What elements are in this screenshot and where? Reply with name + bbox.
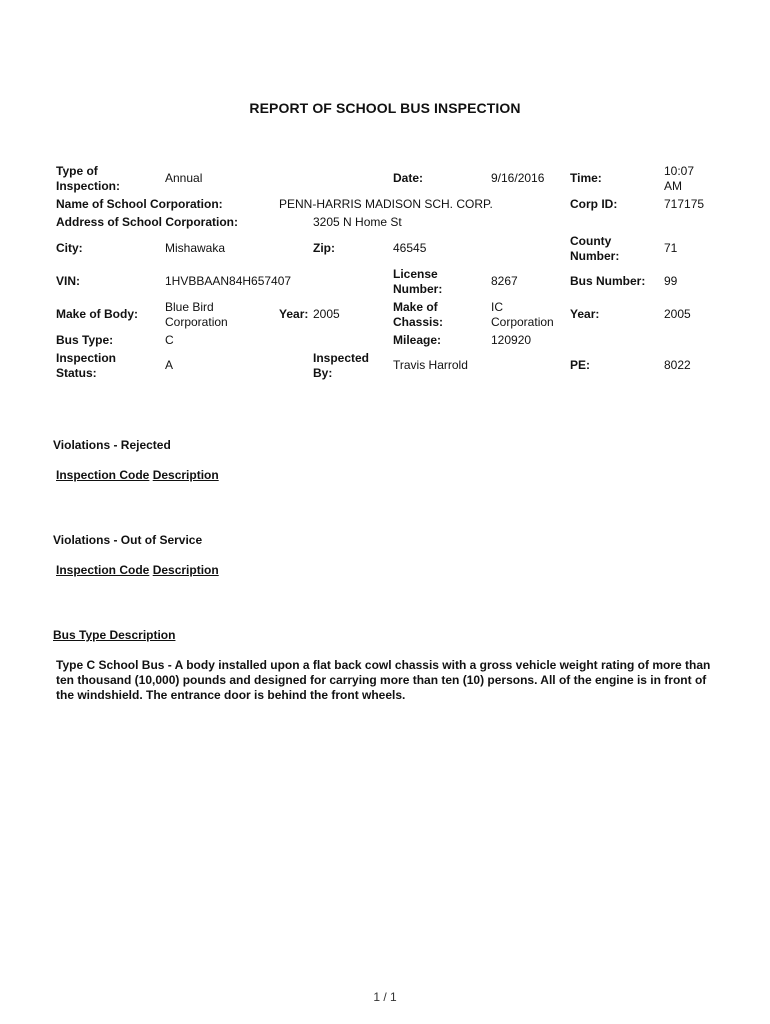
- corp-name-value: PENN-HARRIS MADISON SCH. CORP.: [279, 197, 493, 211]
- county-label: County Number:: [570, 234, 620, 263]
- inspection-status-value: A: [165, 358, 174, 372]
- corp-address-label: Address of School Corporation:: [56, 215, 239, 229]
- corp-address-value: 3205 N Home St: [313, 215, 402, 229]
- description-column-header: Description: [152, 563, 219, 577]
- chassis-year-label: Year:: [570, 307, 600, 321]
- inspected-by-label: Inspected By:: [313, 351, 370, 380]
- bus-type-label: Bus Type:: [56, 333, 114, 347]
- bus-type-description-heading: Bus Type Description: [53, 628, 176, 642]
- violations-out-of-service-header: [56, 563, 219, 578]
- description-column-header: Description: [152, 468, 219, 482]
- body-year-label: Year:: [279, 307, 309, 321]
- make-of-chassis-label: Make of Chassis:: [393, 300, 444, 329]
- inspected-by-value: Travis Harrold: [393, 358, 468, 372]
- corp-id-value: 717175: [664, 197, 705, 211]
- corp-name-label: Name of School Corporation:: [56, 197, 223, 211]
- county-value: 71: [664, 241, 678, 255]
- body-year-value: 2005: [313, 307, 340, 321]
- city-value: Mishawaka: [165, 241, 226, 255]
- violations-rejected-heading: Violations - Rejected: [53, 438, 171, 452]
- pe-value: 8022: [664, 358, 691, 372]
- make-of-chassis-value: IC Corporation: [491, 300, 554, 329]
- type-of-inspection-value: Annual: [165, 171, 203, 185]
- pe-label: PE:: [570, 358, 591, 372]
- time-value: 10:07 AM: [664, 164, 695, 193]
- violations-out-of-service-heading: Violations - Out of Service: [53, 533, 203, 547]
- bus-type-value: C: [165, 333, 174, 347]
- make-of-body-value: Blue Bird Corporation: [165, 300, 228, 329]
- report-title: REPORT OF SCHOOL BUS INSPECTION: [249, 100, 521, 116]
- chassis-year-value: 2005: [664, 307, 691, 321]
- bus-type-description-text: Type C School Bus - A body installed upon a flat back cowl chassis with a gross vehicle weight rating of more than ten thousand (10,000) pounds and designed for carrying more than ten (10) persons. All of the engine is in front of the windshield. The entrance door is behind the front wheels.: [56, 658, 711, 702]
- city-label: City:: [56, 241, 83, 255]
- time-label: Time:: [570, 171, 602, 185]
- page-number: 1 / 1: [373, 990, 397, 1004]
- date-value: 9/16/2016: [491, 171, 545, 185]
- zip-value: 46545: [393, 241, 427, 255]
- inspection-code-column-header: Inspection Code: [56, 563, 150, 577]
- vin-label: VIN:: [56, 274, 80, 288]
- vin-value: 1HVBBAAN84H657407: [165, 274, 292, 288]
- violations-rejected-header: [56, 468, 219, 483]
- bus-number-value: 99: [664, 274, 678, 288]
- zip-label: Zip:: [313, 241, 335, 255]
- make-of-body-label: Make of Body:: [56, 307, 139, 321]
- mileage-label: Mileage:: [393, 333, 442, 347]
- license-number-label: License Number:: [393, 267, 443, 296]
- license-number-value: 8267: [491, 274, 518, 288]
- mileage-value: 120920: [491, 333, 532, 347]
- type-of-inspection-label: Type of Inspection:: [56, 164, 121, 193]
- inspection-code-column-header: Inspection Code: [56, 468, 150, 482]
- corp-id-label: Corp ID:: [570, 197, 618, 211]
- bus-number-label: Bus Number:: [570, 274, 646, 288]
- date-label: Date:: [393, 171, 424, 185]
- inspection-status-label: Inspection Status:: [56, 351, 117, 380]
